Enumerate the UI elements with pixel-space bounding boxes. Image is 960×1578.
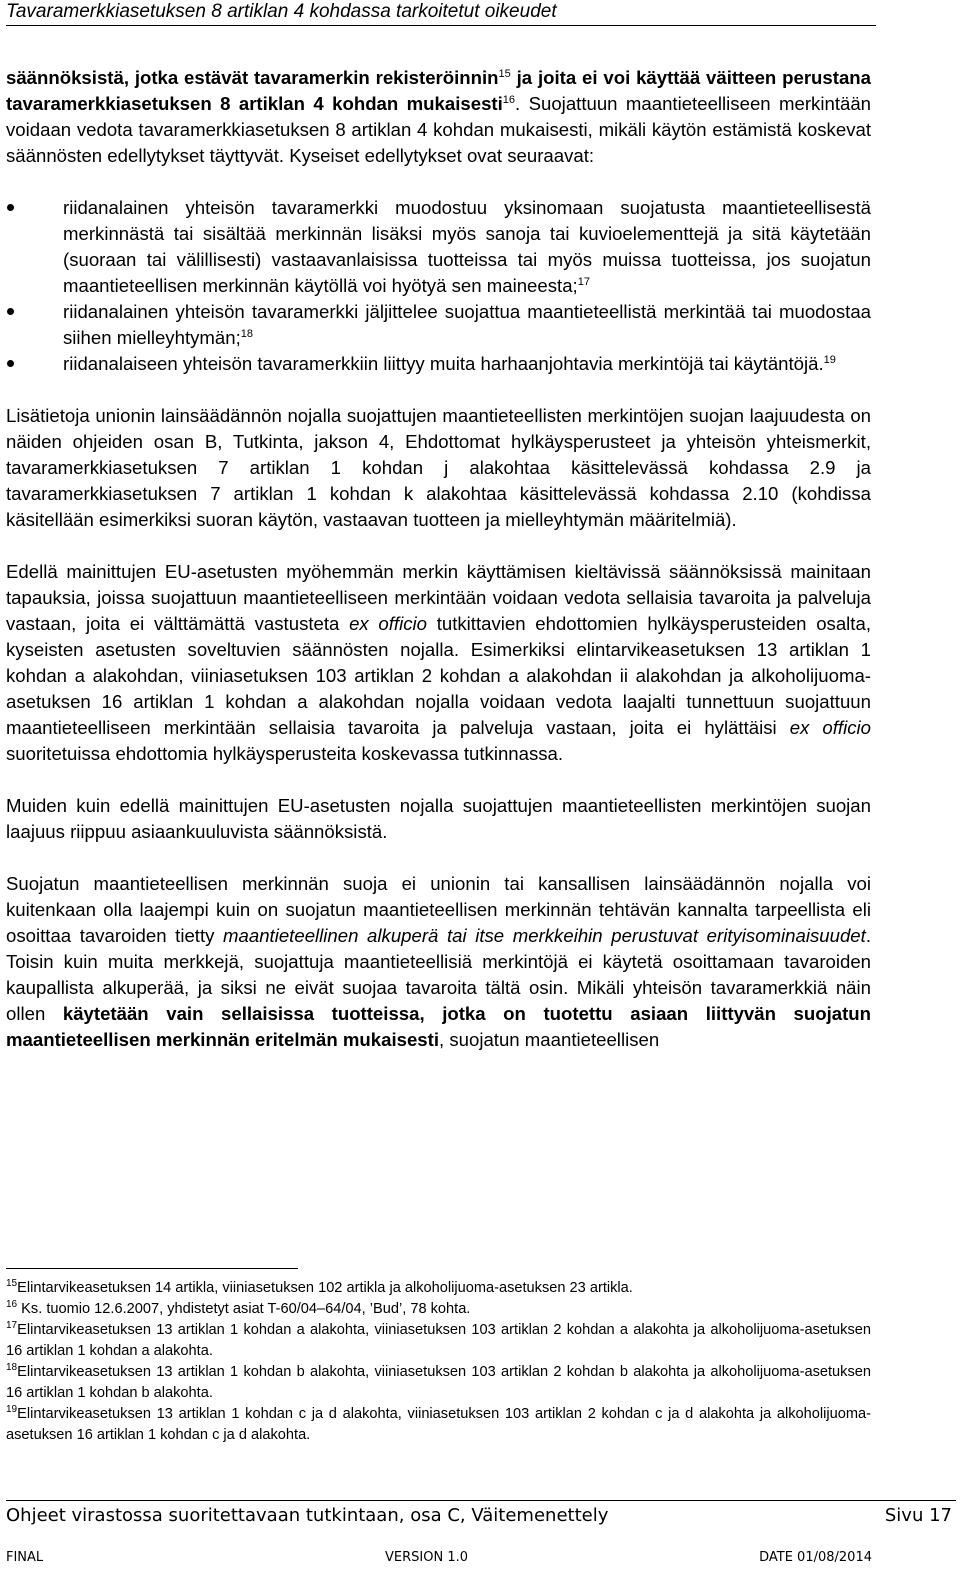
text-span: , suojatun maantieteellisen xyxy=(439,1029,660,1050)
text-span: Suojatun maantieteellisen merkinnän suoja ei unionin tai kansallisen lainsäädännön nojalla voi kuitenkaan olla laajempi kuin on suojatun maantieteellisen merkinnän tehtävän kannalta tarpeellista eli osoittaa tavaroiden tietty xyxy=(6,873,871,946)
text-span: Edellä mainittujen EU-asetusten myöhemmän merkin käyttämisen kieltävissä säännöksissä mainitaan tapauksia, joissa suojattuun maantieteelliseen merkintään voidaan vedota sellaisia tavaroita ja palveluja vastaan, joita ei välttämättä vastusteta xyxy=(6,561,871,634)
footnote-text: Elintarvikeasetuksen 13 artiklan 1 kohdan b alakohta, viiniasetuksen 103 artiklan 2 kohdan b alakohta ja alkoholijuoma-asetuksen 16 artiklan 1 kohdan b alakohta. xyxy=(6,1364,871,1401)
text-span: . Toisin kuin muita merkkejä, suojattuja maantieteellisiä merkintöjä ei käytetä osoittamaan tavaroiden kaupallista alkuperää, ja siksi ne eivät suojaa tavaroita tältä osin. Mikäli yhteisön tavaramerkkiä näin ollen xyxy=(6,925,871,1024)
intro-paragraph xyxy=(6,65,871,169)
footnote-ref-17[interactable]: 17 xyxy=(577,276,590,288)
footnote-separator xyxy=(6,1268,298,1269)
footnote-15 xyxy=(6,1278,871,1299)
list-item-text: riidanalainen yhteisön tavaramerkki muodostuu yksinomaan suojatusta maantieteellisestä merkinnästä tai sisältää merkinnän lisäksi myös sanoja tai kuvioelementtejä ja sitä käytetään (suoraan tai välillisesti) vastaavanlaisissa tuotteissa tai myös muissa tuotteissa, jos suojatun maantieteellisen merkinnän käytöllä voi hyötyä sen maineesta; xyxy=(63,197,871,296)
bullet-icon xyxy=(7,204,14,211)
italic-term: ex officio xyxy=(789,717,871,738)
paragraph-scope-of-protection xyxy=(6,871,871,1053)
footnote-number: 19 xyxy=(6,1404,18,1415)
footnote-19 xyxy=(6,1404,871,1446)
list-item xyxy=(6,351,871,377)
main-content xyxy=(6,65,871,1053)
intro-bold-1: säännöksistä, jotka estävät tavaramerkin rekisteröinnin xyxy=(6,67,499,88)
text-span: suoritetuissa ehdottomia hylkäysperusteita koskevassa tutkinnassa. xyxy=(6,743,564,764)
spacer xyxy=(6,169,871,195)
running-header: Tavaramerkkiasetuksen 8 artiklan 4 kohdassa tarkoitetut oikeudet xyxy=(6,1,557,22)
bullet-icon xyxy=(7,308,14,315)
list-item xyxy=(6,299,871,351)
footnote-ref-16[interactable]: 16 xyxy=(502,94,516,106)
paragraph-more-info: Lisätietoja unionin lainsäädännön nojalla suojattujen maantieteellisten merkintöjen suojan laajuudesta on näiden ohjeiden osan B, Tutkinta, jakson 4, Ehdottomat hylkäysperusteet ja yhteisön yhteismerkit, tavaramerkkiasetuksen 7 artiklan 1 kohdan j alakohtaa käsittelevässä kohdassa 2.9 ja tavaramerkkiasetuksen 7 artiklan 1 kohdan k alakohtaa käsittelevässä kohdassa 2.10 (kohdissa käsitellään esimerkiksi suoran käytön, vastaavan tuotteen ja mielleyhtymän määritelmiä). xyxy=(6,405,871,530)
conditions-list xyxy=(6,195,871,377)
footnote-text: Ks. tuomio 12.6.2007, yhdistetyt asiat T-60/04–64/04, ’Bud’, 78 kohta. xyxy=(17,1301,471,1317)
bullet-icon xyxy=(7,360,14,367)
footnote-ref-15[interactable]: 15 xyxy=(498,68,511,80)
spacer xyxy=(6,845,871,871)
footnote-text: Elintarvikeasetuksen 13 artiklan 1 kohdan c ja d alakohta, viiniasetuksen 103 artiklan 2 kohdan c ja d alakohta ja alkoholijuoma-asetuksen 16 artiklan 1 kohdan c ja d alakohta. xyxy=(6,1406,871,1443)
footer-document-title: Ohjeet virastossa suoritettavaan tutkintaan, osa C, Väitemenettely xyxy=(6,1505,609,1526)
footnote-ref-19[interactable]: 19 xyxy=(823,354,836,366)
intro-bold-2: ja joita ei voi käyttää väitteen perustana tavaramerkkiasetuksen 8 artiklan 4 kohdan mukaisesti xyxy=(6,67,871,114)
document-version: VERSION 1.0 xyxy=(385,1550,468,1565)
footnote-number: 16 xyxy=(6,1299,18,1310)
paragraph-other-regulations: Muiden kuin edellä mainittujen EU-asetusten nojalla suojattujen maantieteellisten merkintöjen suojan laajuus riippuu asiaankuuluvista säännöksistä. xyxy=(6,795,871,842)
italic-phrase: maantieteellinen alkuperä tai itse merkkeihin perustuvat erityisominaisuudet xyxy=(223,925,866,946)
footnote-text: Elintarvikeasetuksen 14 artikla, viiniasetuksen 102 artikla ja alkoholijuoma-asetuksen 23 artikla. xyxy=(17,1280,633,1296)
paragraph-eu-regulations xyxy=(6,559,871,767)
footnote-18 xyxy=(6,1362,871,1404)
bold-phrase: käytetään vain sellaisissa tuotteissa, jotka on tuotettu asiaan liittyvän suojatun maantieteellisen merkinnän eritelmän mukaisesti xyxy=(6,1003,871,1050)
footnote-17 xyxy=(6,1320,871,1362)
footnote-number: 18 xyxy=(6,1362,18,1373)
page-number: Sivu 17 xyxy=(884,1505,952,1526)
list-item-text: riidanalainen yhteisön tavaramerkki jäljittelee suojattua maantieteellistä merkintää tai muodostaa siihen mielleyhtymän; xyxy=(63,301,871,348)
footnote-number: 17 xyxy=(6,1320,18,1331)
footnote-text: Elintarvikeasetuksen 13 artiklan 1 kohdan a alakohta, viiniasetuksen 103 artiklan 2 kohdan a alakohta ja alkoholijuoma-asetuksen 16 artiklan 1 kohdan a alakohta. xyxy=(6,1322,871,1359)
footer-divider xyxy=(6,1500,956,1501)
footnote-16 xyxy=(6,1299,871,1320)
document-date: DATE 01/08/2014 xyxy=(759,1550,872,1565)
document-status: FINAL xyxy=(6,1550,44,1565)
header-divider xyxy=(6,25,876,26)
intro-text: . Suojattuun maantieteelliseen merkintään voidaan vedota tavaramerkkiasetuksen 8 artiklan 4 kohdan mukaisesti, mikäli käytön estämistä koskevat säännösten edellytykset täyttyvät. Kyseiset edellytykset ovat seuraavat: xyxy=(6,93,872,166)
spacer xyxy=(6,767,871,793)
spacer xyxy=(6,533,871,559)
list-item-text: riidanalaiseen yhteisön tavaramerkkiin liittyy muita harhaanjohtavia merkintöjä tai käytäntöjä. xyxy=(63,353,824,374)
footnotes xyxy=(6,1278,871,1446)
text-span: tutkittavien ehdottomien hylkäysperusteiden osalta, kyseisten asetusten soveltuvien säännösten nojalla. Esimerkiksi elintarvikeasetuksen 13 artiklan 1 kohdan a alakohdan, viiniasetuksen 103 artiklan 2 kohdan a alakohdan ii alakohdan ja alkoholijuoma-asetuksen 16 artiklan 1 kohdan a alakohdan nojalla voidaan vedota laajalti tunnettuun suojattuun maantieteelliseen merkintään sellaisia tavaroita ja palveluja vastaan, joita ei hylättäisi xyxy=(6,613,871,738)
footnote-ref-18[interactable]: 18 xyxy=(240,328,253,340)
spacer xyxy=(6,377,871,403)
footnote-number: 15 xyxy=(6,1278,18,1289)
list-item xyxy=(6,195,871,299)
italic-term: ex officio xyxy=(349,613,427,634)
